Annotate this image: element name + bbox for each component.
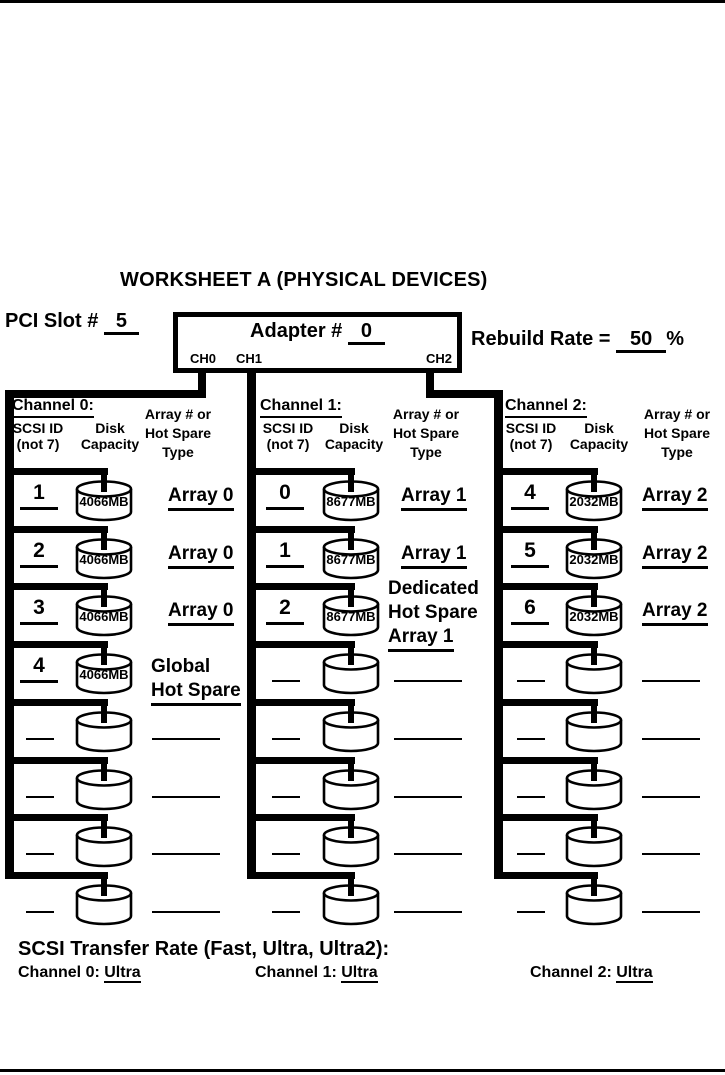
scsi-id-value: 4 [511, 481, 549, 510]
disk-branch-line [5, 526, 108, 533]
array-assignment-label [642, 484, 708, 511]
scsi-id-blank-line [517, 738, 545, 740]
rebuild-rate-value: 50 [616, 329, 666, 353]
scsi-id-value: 1 [20, 481, 58, 510]
transfer-channel-label: Channel 2: [530, 964, 612, 981]
array-assignment-line: Array 1 [401, 542, 467, 569]
array-assignment-line: Dedicated [388, 578, 479, 599]
transfer-rate-channel-0 [18, 964, 141, 982]
adapter-number-value: 0 [348, 321, 385, 345]
scsi-id-blank-line [272, 911, 300, 913]
array-header-line1: Array # or [144, 406, 212, 422]
scsi-id-column-header [493, 420, 569, 452]
disk-branch-line [247, 757, 355, 764]
array-blank-line [642, 796, 700, 798]
disk-header-line2: Capacity [80, 436, 140, 452]
scsi-id-value: 5 [511, 539, 549, 568]
disk-capacity-value: 8677MB [326, 609, 376, 624]
disk-drop-line [101, 699, 107, 723]
scsi-id-value: 2 [266, 596, 304, 625]
rebuild-rate-label: Rebuild Rate = [471, 328, 611, 350]
transfer-rate-title: SCSI Transfer Rate (Fast, Ultra, Ultra2): [18, 938, 390, 960]
disk-branch-line [247, 526, 355, 533]
disk-header-line1: Disk [339, 420, 369, 436]
scsi-id-blank-line [517, 911, 545, 913]
scsi-id-header-line1: SCSI ID [12, 420, 64, 436]
disk-header-line1: Disk [584, 420, 614, 436]
scsi-id-blank-line [272, 680, 300, 682]
disk-drop-line [348, 757, 354, 781]
disk-branch-line [494, 699, 598, 706]
disk-drop-line [591, 699, 597, 723]
scsi-id-column-header [0, 420, 76, 452]
disk-drop-line [348, 872, 354, 896]
disk-branch-line [494, 814, 598, 821]
disk-capacity-value: 2032MB [569, 609, 619, 624]
channel-connector-line [198, 373, 206, 393]
disk-capacity-value: 4066MB [79, 552, 129, 567]
disk-branch-line [5, 757, 108, 764]
array-blank-line [152, 738, 220, 740]
pci-slot-label: PCI Slot # [5, 310, 99, 332]
disk-drop-line [348, 641, 354, 665]
disk-drop-line [101, 814, 107, 838]
array-blank-line [642, 911, 700, 913]
disk-branch-line [494, 526, 598, 533]
transfer-rate-value: Ultra [104, 964, 141, 981]
array-assignment-label [388, 577, 479, 652]
array-column-header [384, 405, 468, 462]
disk-branch-line [494, 583, 598, 590]
adapter-label: Adapter # [250, 320, 343, 342]
disk-capacity-column-header [316, 420, 392, 452]
scsi-id-header-line2: (not 7) [266, 436, 310, 452]
disk-drop-line [591, 583, 597, 607]
array-assignment-line: Global [151, 656, 211, 677]
disk-drop-line [591, 468, 597, 492]
disk-drop-line [348, 814, 354, 838]
disk-branch-line [5, 583, 108, 590]
disk-branch-line [494, 468, 598, 475]
disk-drop-line [101, 583, 107, 607]
disk-capacity-value: 8677MB [326, 494, 376, 509]
array-blank-line [394, 853, 462, 855]
scsi-id-header-line1: SCSI ID [262, 420, 314, 436]
array-assignment-line: Array 0 [168, 542, 234, 569]
transfer-rate-value: Ultra [341, 964, 378, 981]
array-header-line2: Hot Spare [144, 425, 212, 441]
disk-drop-line [348, 699, 354, 723]
disk-drop-line [591, 872, 597, 896]
disk-header-line1: Disk [95, 420, 125, 436]
array-assignment-line: Array 2 [642, 599, 708, 626]
scsi-id-header-line2: (not 7) [509, 436, 553, 452]
disk-branch-line [247, 814, 355, 821]
array-header-line3: Type [410, 444, 442, 460]
array-blank-line [394, 796, 462, 798]
array-header-line2: Hot Spare [643, 425, 711, 441]
scsi-id-value: 1 [266, 539, 304, 568]
transfer-rate-channel-1 [255, 964, 378, 982]
disk-drop-line [348, 468, 354, 492]
array-assignment-line: Array 2 [642, 542, 708, 569]
disk-branch-line [247, 699, 355, 706]
disk-capacity-value: 4066MB [79, 667, 129, 682]
port-label-ch1: CH1 [236, 351, 263, 366]
scsi-id-header-line2: (not 7) [16, 436, 60, 452]
array-assignment-line: Array 0 [168, 484, 234, 511]
array-blank-line [394, 680, 462, 682]
disk-branch-line [5, 641, 108, 648]
rebuild-rate-unit: % [666, 328, 685, 350]
disk-branch-line [5, 468, 108, 475]
scsi-id-blank-line [26, 796, 54, 798]
disk-branch-line [494, 872, 598, 879]
disk-branch-line [247, 641, 355, 648]
transfer-rate-value: Ultra [616, 964, 653, 981]
array-header-line3: Type [661, 444, 693, 460]
disk-capacity-value: 2032MB [569, 494, 619, 509]
disk-branch-line [5, 814, 108, 821]
pci-slot-value: 5 [104, 311, 139, 335]
array-blank-line [642, 680, 700, 682]
disk-drop-line [101, 872, 107, 896]
disk-capacity-value: 4066MB [79, 494, 129, 509]
port-label-ch0: CH0 [190, 351, 217, 366]
array-blank-line [152, 853, 220, 855]
scsi-id-value: 3 [20, 596, 58, 625]
disk-drop-line [101, 757, 107, 781]
array-assignment-line: Array 1 [388, 625, 454, 652]
transfer-rate-channel-2 [530, 964, 653, 982]
scsi-id-blank-line [517, 853, 545, 855]
scsi-id-value: 0 [266, 481, 304, 510]
disk-branch-line [247, 468, 355, 475]
scsi-id-value: 4 [20, 654, 58, 683]
disk-branch-line [494, 641, 598, 648]
channel-header: Channel 0: [12, 397, 94, 418]
array-blank-line [152, 911, 220, 913]
array-assignment-label [642, 542, 708, 569]
scsi-id-blank-line [272, 738, 300, 740]
array-assignment-line: Array 0 [168, 599, 234, 626]
array-assignment-label [168, 484, 234, 511]
array-assignment-line: Array 1 [401, 484, 467, 511]
disk-capacity-value: 4066MB [79, 609, 129, 624]
disk-drop-line [101, 468, 107, 492]
array-blank-line [152, 796, 220, 798]
array-header-line1: Array # or [643, 406, 711, 422]
scsi-id-value: 2 [20, 539, 58, 568]
page-title: WORKSHEET A (PHYSICAL DEVICES) [120, 269, 488, 291]
port-label-ch2: CH2 [425, 351, 452, 366]
array-assignment-label [168, 599, 234, 626]
disk-drop-line [591, 757, 597, 781]
scsi-id-column-header [250, 420, 326, 452]
disk-drop-line [101, 641, 107, 665]
disk-branch-line [494, 757, 598, 764]
array-assignment-label [401, 484, 467, 511]
disk-branch-line [247, 872, 355, 879]
array-assignment-label [401, 542, 467, 569]
disk-header-line2: Capacity [569, 436, 629, 452]
disk-header-line2: Capacity [324, 436, 384, 452]
disk-branch-line [5, 699, 108, 706]
scsi-id-header-line1: SCSI ID [505, 420, 557, 436]
scsi-id-blank-line [26, 911, 54, 913]
array-header-line1: Array # or [392, 406, 460, 422]
transfer-channel-label: Channel 1: [255, 964, 337, 981]
scsi-id-blank-line [517, 796, 545, 798]
disk-capacity-value: 2032MB [569, 552, 619, 567]
transfer-channel-label: Channel 0: [18, 964, 100, 981]
disk-drop-line [348, 583, 354, 607]
array-blank-line [642, 738, 700, 740]
array-header-line3: Type [162, 444, 194, 460]
array-blank-line [394, 911, 462, 913]
array-blank-line [642, 853, 700, 855]
disk-drop-line [591, 526, 597, 550]
channel-header: Channel 2: [505, 397, 587, 418]
array-header-line2: Hot Spare [392, 425, 460, 441]
disk-branch-line [247, 583, 355, 590]
array-assignment-label [168, 542, 234, 569]
disk-drop-line [591, 814, 597, 838]
disk-drop-line [348, 526, 354, 550]
array-column-header [136, 405, 220, 462]
array-assignment-line: Hot Spare [151, 679, 241, 706]
array-column-header [635, 405, 719, 462]
channel-bus-line [494, 390, 503, 879]
array-blank-line [394, 738, 462, 740]
channel-header: Channel 1: [260, 397, 342, 418]
array-assignment-line: Array 2 [642, 484, 708, 511]
channel-connector-line [426, 373, 434, 393]
channel-bus-line [5, 390, 14, 879]
scsi-id-blank-line [517, 680, 545, 682]
scsi-id-blank-line [26, 738, 54, 740]
array-assignment-line: Hot Spare [388, 602, 478, 623]
scsi-id-blank-line [272, 853, 300, 855]
disk-branch-line [5, 872, 108, 879]
disk-drop-line [101, 526, 107, 550]
array-assignment-label [642, 599, 708, 626]
disk-drop-line [591, 641, 597, 665]
scsi-id-value: 6 [511, 596, 549, 625]
disk-capacity-value: 8677MB [326, 552, 376, 567]
scsi-id-blank-line [26, 853, 54, 855]
array-assignment-label [151, 655, 241, 706]
disk-capacity-column-header [561, 420, 637, 452]
channel-connector-line [426, 390, 503, 398]
scsi-id-blank-line [272, 796, 300, 798]
